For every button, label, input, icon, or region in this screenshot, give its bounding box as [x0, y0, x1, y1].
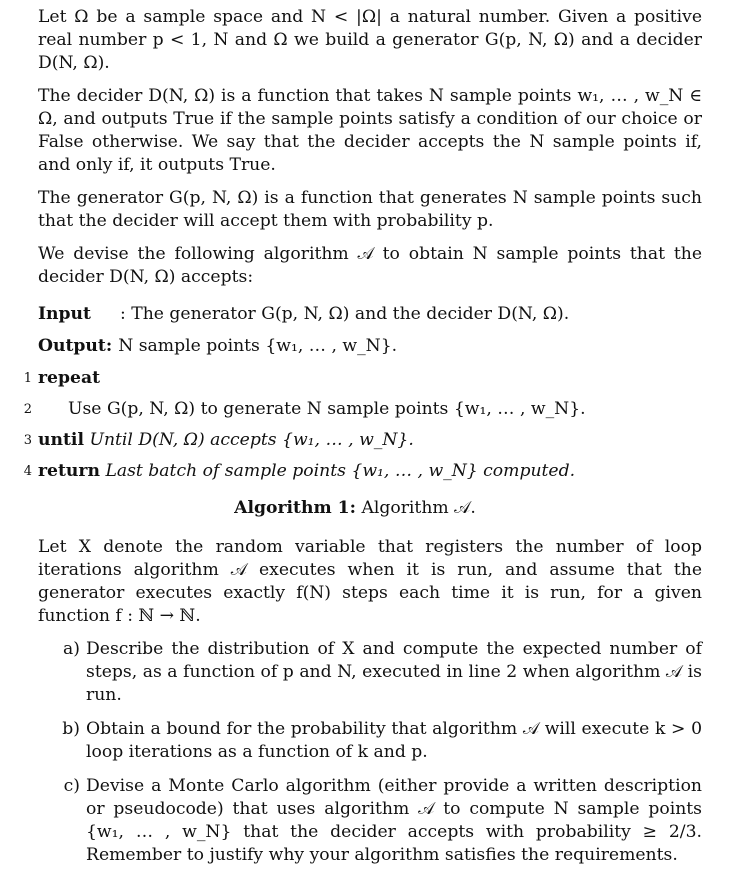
part-label: c): [63, 776, 80, 796]
output-row: [38, 335, 702, 358]
algorithm-line: [23, 460, 702, 491]
part-text: Obtain a bound for the probability that algorithm 𝒜 will execute k > 0 loop iterations as a function of k and p.: [86, 719, 702, 762]
output-text: N sample points {w₁, … , w_N}.: [118, 336, 398, 356]
question-part: [38, 638, 702, 707]
question-parts: [38, 638, 702, 867]
algorithm-caption: [38, 497, 672, 520]
intro-paragraph-algorithm: We devise the following algorithm 𝒜 to obtain N sample points that the decider D(N, Ω) accepts:: [38, 244, 702, 287]
algorithm-listing: [23, 367, 702, 520]
line-number: 4: [23, 464, 32, 479]
line-number: 1: [23, 371, 32, 386]
part-text: Devise a Monte Carlo algorithm (either provide a written description or pseudocode) that uses algorithm 𝒜 to compute N sample points {w₁, … , w_N} that the decider accepts with probability ≥ 2/3. Remember to justify why your algorithm satisfies the requirements.: [86, 776, 702, 865]
line-text: Last batch of sample points {w₁, … , w_N} computed.: [105, 461, 576, 481]
intro-paragraph-generator: The generator G(p, N, Ω) is a function that generates N sample points such that the decider will accept them with probability p.: [38, 188, 702, 231]
intro-paragraph-1: Let Ω be a sample space and N < |Ω| a natural number. Given a positive real number p < 1, N and Ω we build a generator G(p, N, Ω) and a decider D(N, Ω).: [38, 7, 702, 73]
intro-paragraph-decider: The decider D(N, Ω) is a function that takes N sample points w₁, … , w_N ∈ Ω, and outputs True if the sample points satisfy a condition of our choice or False otherwise. We say that the decider accepts the N sample points if, and only if, it outputs True.: [38, 86, 702, 175]
part-text: Describe the distribution of X and compute the expected number of steps, as a function of p and N, executed in line 2 when algorithm 𝒜 is run.: [86, 639, 702, 705]
line-text: Use G(p, N, Ω) to generate N sample points {w₁, … , w_N}.: [68, 399, 586, 419]
part-label: a): [63, 639, 80, 659]
input-label: Input: [38, 304, 91, 324]
line-number: 3: [23, 433, 32, 448]
line-keyword: repeat: [38, 368, 101, 388]
algorithm-line: [23, 398, 702, 429]
line-keyword: until: [38, 430, 84, 450]
part-label: b): [62, 719, 80, 739]
caption-text: Algorithm 𝒜.: [361, 498, 476, 518]
question-part: [38, 718, 702, 764]
question-part: [38, 775, 702, 867]
input-row: [38, 303, 702, 326]
line-text: Until D(N, Ω) accepts {w₁, … , w_N}.: [89, 430, 414, 450]
question-paragraph: Let X denote the random variable that registers the number of loop iterations algorithm 𝒜 executes when it is run, and assume that the generator executes exactly f(N) steps each time it is run, for a given function f : ℕ → ℕ.: [38, 537, 702, 626]
algorithm-line: [23, 367, 702, 398]
document-page: [23, 6, 702, 878]
output-label: Output:: [38, 336, 113, 356]
algorithm-line: [23, 429, 702, 460]
caption-label: Algorithm 1:: [234, 498, 356, 518]
line-keyword: return: [38, 461, 100, 481]
line-number: 2: [23, 402, 32, 417]
algorithm-io: [38, 303, 702, 358]
input-text: : The generator G(p, N, Ω) and the decider D(N, Ω).: [120, 304, 570, 324]
